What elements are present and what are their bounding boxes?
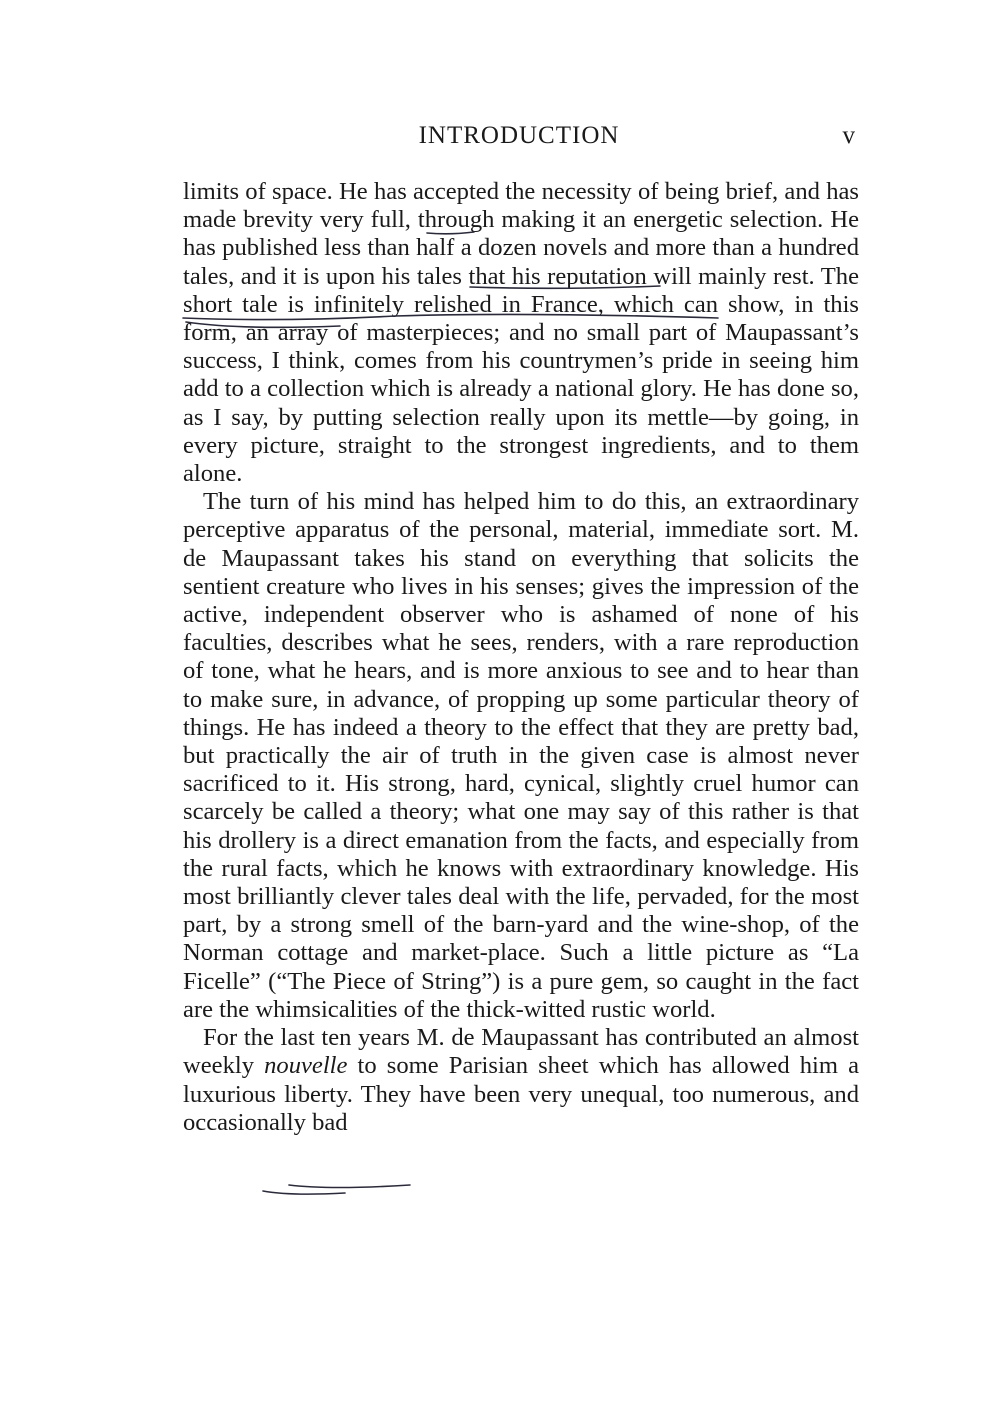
running-head bbox=[183, 122, 855, 156]
pen-underline bbox=[289, 1185, 410, 1188]
text-run: The turn of his mind has helped him to do this, an extraordinary perceptive apparatus of the personal, material, immediate sort. M. de Maupassant takes his stand on everything that solicits the sentient creature who lives in his senses; gives the impression of the active, independent observer who is ashamed of none of his faculties, describes what he sees, renders, with a rare reproduction of tone, what he hears, and is more anxious to see and to hear than to make sure, in advance, of propping up some particular theory of things. He has indeed a theory to the effect that they are pretty bad, but practically the air of truth in the given case is almost never sacrificed to it. His strong, hard, cynical, slightly cruel humor can scarcely be called a theory; what one may say of this rather is that his drollery is a direct emanation from the facts, and especially from the rural facts, which he knows with extraordinary knowledge. His most brilliantly clever tales deal with the life, pervaded, for the most part, by a strong smell of the barn-yard and the wine-shop, of the Norman cottage and market-place. Such a little picture as “La Ficelle” (“The Piece of String”) is a pure gem, so caught in the fact are the whimsicalities of the thick-witted rustic world. bbox=[183, 488, 859, 1023]
paragraph bbox=[183, 1024, 859, 1137]
text-run: For the last ten years M. de Maupassant has contributed an almost weekly bbox=[183, 1024, 859, 1080]
pen-underline bbox=[263, 1191, 345, 1194]
italic-text: nouvelle bbox=[264, 1052, 348, 1080]
running-head-title: INTRODUCTION bbox=[418, 122, 620, 149]
text-run: limits of space. He has accepted the necessity of being brief, and has made brevity very full, through making it an energetic selection. He has published less than half a dozen novels and more than a hundred tales, and it is upon his tales that his reputation will mainly rest. The short tale is infinitely relished in France, which can show, in this form, an array of masterpieces; and no small part of Maupassant’s success, I think, comes from his countrymen’s pride in seeing him add to a collection which is already a national glory. He has done so, as I say, by putting selection really upon its mettle—by going, in every picture, straight to the strongest ingredients, and to them alone. bbox=[183, 178, 859, 488]
text-run: to some Parisian sheet which has allowed him a luxurious liberty. They have been very unequal, too numerous, and occasionally bad bbox=[183, 1052, 860, 1136]
page-number: v bbox=[842, 122, 855, 149]
paragraph bbox=[183, 178, 859, 488]
body-text bbox=[183, 178, 859, 1137]
paragraph bbox=[183, 488, 859, 1024]
